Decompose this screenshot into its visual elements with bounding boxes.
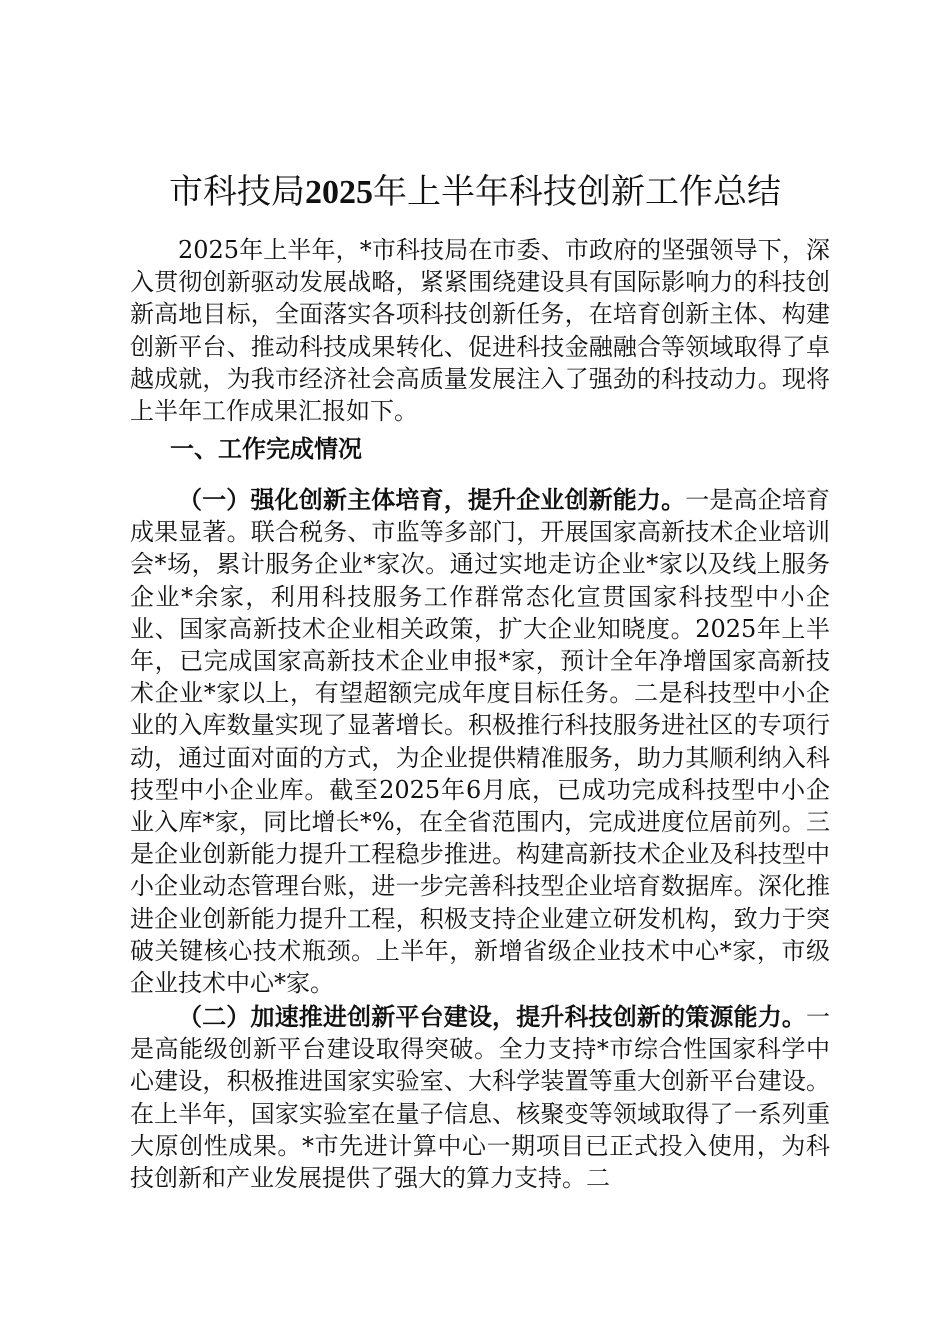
document-title xyxy=(0,168,950,217)
title-prefix: 市科技局 xyxy=(169,172,305,212)
intro-paragraph: 2025年上半年，*市科技局在市委、市政府的坚强领导下，深入贯彻创新驱动发展战略，紧紧围绕建设具有国际影响力的科技创新高地目标，全面落实各项科技创新任务，在培育创新主体、构建创新平台、推动科技成果转化、促进科技金融融合等领域取得了卓越成就，为我市经济社会高质量发展注入了强劲的科技动力。现将上半年工作成果汇报如下。 xyxy=(130,236,830,426)
subsection-1-body: 一是高企培育成果显著。联合税务、市监等多部门，开展国家高新技术企业培训会*场，累计服务企业*家次。通过实地走访企业*家以及线上服务企业*余家，利用科技服务工作群常态化宣贯国家科技型中小企业、国家高新技术企业相关政策，扩大企业知晓度。2025年上半年，已完成国家高新技术企业申报*家，预计全年净增国家高新技术企业*家以上，有望超额完成年度目标任务。二是科技型中小企业的入库数量实现了显著增长。积极推行科技服务进社区的专项行动，通过面对面的方式，为企业提供精准服务，助力其顺利纳入科技型中小企业库。截至2025年6月底，已成功完成科技型中小企业入库*家，同比增长*%，在全省范围内，完成进度位居前列。三是企业创新能力提升工程稳步推进。构建高新技术企业及科技型中小企业动态管理台账，进一步完善科技型企业培育数据库。深化推进企业创新能力提升工程，积极支持企业建立研发机构，致力于突破关键核心技术瓶颈。上半年，新增省级企业技术中心*家，市级企业技术中心*家。 xyxy=(130,486,831,998)
subsection-1-paragraph xyxy=(130,484,830,999)
subsection-1-lead: （一）强化创新主体培育，提升企业创新能力。 xyxy=(178,485,686,514)
section-heading-work-completion: 一、工作完成情况 xyxy=(170,434,362,463)
subsection-2-lead: （二）加速推进创新平台建设，提升科技创新的策源能力。 xyxy=(178,1002,806,1031)
title-year: 2025 xyxy=(305,174,373,211)
title-suffix: 年上半年科技创新工作总结 xyxy=(373,172,781,212)
subsection-2-paragraph xyxy=(130,1001,830,1194)
subsection-2-body: 一是高能级创新平台建设取得突破。全力支持*市综合性国家科学中心建设，积极推进国家实验室、大科学装置等重大创新平台建设。在上半年，国家实验室在量子信息、核聚变等领域取得了一系列重大原创性成果。*市先进计算中心一期项目已正式投入使用，为科技创新和产业发展提供了强大的算力支持。二 xyxy=(130,1003,830,1193)
